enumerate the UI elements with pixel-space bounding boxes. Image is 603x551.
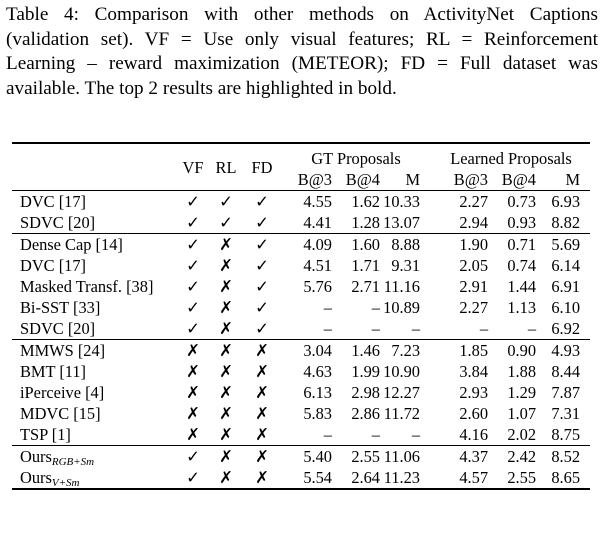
- vf-mark: ✓: [186, 256, 200, 275]
- fd-mark: ✓: [244, 191, 280, 213]
- metric-value: 0.90: [488, 340, 536, 362]
- metric-value: 7.87: [551, 383, 581, 402]
- metric-value: 2.64: [332, 467, 380, 489]
- metric-value: 1.28: [351, 213, 380, 232]
- metric-value: 2.55: [488, 467, 536, 489]
- header-row-2: [12, 169, 590, 191]
- metric-value: 2.27: [459, 298, 489, 317]
- metric-value: 1.46: [332, 340, 380, 362]
- metric-value: 1.29: [507, 383, 537, 402]
- table-row: [12, 318, 590, 340]
- header-metric: M: [405, 170, 421, 189]
- metric-value: –: [323, 319, 332, 338]
- metric-value: 0.93: [507, 213, 537, 232]
- vf-mark: ✓: [178, 467, 208, 489]
- vf-mark: ✓: [186, 277, 200, 296]
- table-row: [12, 424, 590, 446]
- method-name: TSP [1]: [20, 425, 71, 444]
- header-metric: B@4: [501, 170, 537, 189]
- metric-value: 1.88: [507, 362, 537, 381]
- metric-value: –: [371, 425, 380, 444]
- header-metric: B@3: [453, 170, 489, 189]
- fd-mark: ✓: [255, 256, 269, 275]
- method-subscript: RGB+Sm: [51, 456, 95, 468]
- metric-value: 1.07: [507, 404, 537, 423]
- rl-mark: ✗: [219, 425, 233, 444]
- fd-mark: ✗: [255, 425, 269, 444]
- metric-value: 5.69: [536, 234, 590, 256]
- table-body: [12, 191, 590, 490]
- metric-value: –: [323, 425, 332, 444]
- metric-value: –: [371, 319, 380, 338]
- metric-value: 4.09: [280, 234, 332, 256]
- header-metric: B@3: [297, 170, 332, 189]
- metric-value: –: [411, 425, 421, 444]
- method-name: BMT [11]: [20, 362, 87, 381]
- rl-mark: ✗: [208, 340, 244, 362]
- metric-value: 2.02: [507, 425, 537, 444]
- header-fd: FD: [244, 143, 280, 191]
- vf-mark: ✗: [186, 383, 200, 402]
- fd-mark: ✗: [244, 446, 280, 468]
- method-name: Bi-SST [33]: [20, 298, 101, 317]
- metric-value: 0.74: [507, 256, 537, 275]
- table-row: [12, 361, 590, 382]
- fd-mark: ✓: [255, 213, 269, 232]
- method-name: MMWS [24]: [12, 340, 178, 362]
- metric-value: 11.16: [383, 277, 421, 296]
- metric-value: 4.55: [280, 191, 332, 213]
- rl-mark: ✗: [208, 446, 244, 468]
- fd-mark: ✗: [255, 362, 269, 381]
- table-row: [12, 467, 590, 489]
- metric-value: 2.55: [332, 446, 380, 468]
- fd-mark: ✓: [244, 234, 280, 256]
- metric-value: 1.85: [432, 340, 488, 362]
- rl-mark: ✗: [208, 467, 244, 489]
- metric-value: 4.57: [432, 467, 488, 489]
- metric-value: 8.52: [536, 446, 590, 468]
- metric-value: 4.37: [432, 446, 488, 468]
- table-row: [12, 212, 590, 234]
- metric-value: 6.91: [551, 277, 581, 296]
- header-gt-proposals: GT Proposals: [280, 143, 432, 169]
- vf-mark: ✓: [178, 234, 208, 256]
- fd-mark: ✗: [244, 467, 280, 489]
- metric-value: 2.98: [351, 383, 380, 402]
- metric-value: 0.71: [488, 234, 536, 256]
- metric-value: 2.71: [351, 277, 380, 296]
- method-name: DVC [17]: [12, 191, 178, 213]
- table-row: [12, 340, 590, 362]
- header-rl: RL: [208, 143, 244, 191]
- metric-value: 6.92: [551, 319, 581, 338]
- table-row: [12, 297, 590, 318]
- metric-value: 1.60: [332, 234, 380, 256]
- table-row: [12, 382, 590, 403]
- metric-value: 1.44: [507, 277, 537, 296]
- rl-mark: ✓: [219, 213, 233, 232]
- metric-value: 10.90: [383, 362, 421, 381]
- table-row: [12, 403, 590, 424]
- metric-value: 1.90: [432, 234, 488, 256]
- metric-value: 8.88: [380, 234, 432, 256]
- metric-value: 10.33: [380, 191, 432, 213]
- metric-value: 9.31: [391, 256, 421, 275]
- rl-mark: ✗: [219, 319, 233, 338]
- method-name: Ours$_{RGB+Sm}$: [12, 446, 178, 468]
- header-row-1: [12, 143, 590, 169]
- rl-mark: ✗: [219, 298, 233, 317]
- metric-value: 2.60: [459, 404, 489, 423]
- metric-value: 6.14: [551, 256, 581, 275]
- vf-mark: ✓: [186, 319, 200, 338]
- method-name: Ours$_{V+Sm}$: [12, 467, 178, 489]
- table-row: [12, 234, 590, 256]
- metric-value: 11.23: [380, 467, 432, 489]
- rl-mark: ✗: [219, 277, 233, 296]
- metric-value: 3.84: [459, 362, 489, 381]
- rl-mark: ✗: [208, 234, 244, 256]
- metric-value: –: [527, 319, 537, 338]
- metric-value: 11.06: [380, 446, 432, 468]
- metric-value: 8.75: [551, 425, 581, 444]
- metric-value: –: [323, 298, 332, 317]
- table-row: [12, 191, 590, 213]
- header-metric: B@4: [345, 170, 380, 189]
- metric-value: 2.27: [432, 191, 488, 213]
- vf-mark: ✓: [186, 213, 200, 232]
- metric-value: 6.10: [551, 298, 581, 317]
- metric-value: 13.07: [383, 213, 421, 232]
- metric-value: 1.62: [332, 191, 380, 213]
- rl-mark: ✓: [208, 191, 244, 213]
- metric-value: –: [479, 319, 489, 338]
- metric-value: 11.72: [383, 404, 421, 423]
- metric-value: –: [371, 298, 380, 317]
- metric-value: 7.23: [380, 340, 432, 362]
- method-subscript: V+Sm: [51, 477, 80, 489]
- metric-value: 7.31: [551, 404, 581, 423]
- method-name: iPerceive [4]: [20, 383, 105, 402]
- method-name: SDVC [20]: [20, 213, 96, 232]
- header-vf: VF: [178, 143, 208, 191]
- vf-mark: ✗: [186, 404, 200, 423]
- metric-value: 10.89: [383, 298, 421, 317]
- method-name: MDVC [15]: [20, 404, 101, 423]
- metric-value: 3.04: [280, 340, 332, 362]
- fd-mark: ✓: [255, 298, 269, 317]
- metric-value: 8.65: [536, 467, 590, 489]
- method-name: DVC [17]: [20, 256, 87, 275]
- method-name: SDVC [20]: [20, 319, 96, 338]
- metric-value: 8.44: [551, 362, 581, 381]
- fd-mark: ✗: [244, 340, 280, 362]
- header-metric: M: [565, 170, 581, 189]
- metric-value: 4.93: [536, 340, 590, 362]
- metric-value: 5.40: [280, 446, 332, 468]
- metric-value: 6.13: [303, 383, 332, 402]
- metric-value: 6.93: [536, 191, 590, 213]
- metric-value: 2.05: [459, 256, 489, 275]
- metric-value: 1.13: [507, 298, 537, 317]
- metric-value: 5.76: [303, 277, 332, 296]
- rl-mark: ✗: [219, 362, 233, 381]
- metric-value: 2.94: [459, 213, 489, 232]
- fd-mark: ✗: [255, 383, 269, 402]
- rl-mark: ✗: [219, 383, 233, 402]
- vf-mark: ✓: [178, 191, 208, 213]
- metric-value: 0.73: [488, 191, 536, 213]
- metric-value: 5.54: [280, 467, 332, 489]
- metric-value: 4.63: [303, 362, 332, 381]
- metric-value: 4.41: [303, 213, 332, 232]
- vf-mark: ✗: [178, 340, 208, 362]
- metric-value: 4.16: [459, 425, 489, 444]
- metric-value: 8.82: [551, 213, 581, 232]
- metric-value: –: [411, 319, 421, 338]
- header-learned-proposals: Learned Proposals: [432, 143, 590, 169]
- vf-mark: ✓: [178, 446, 208, 468]
- metric-value: 2.86: [351, 404, 380, 423]
- vf-mark: ✓: [186, 298, 200, 317]
- fd-mark: ✓: [255, 319, 269, 338]
- fd-mark: ✓: [255, 277, 269, 296]
- method-name: Masked Transf. [38]: [20, 277, 154, 296]
- metric-value: 12.27: [383, 383, 421, 402]
- metric-value: 4.51: [303, 256, 332, 275]
- table-row: [12, 446, 590, 468]
- fd-mark: ✗: [255, 404, 269, 423]
- metric-value: 1.99: [351, 362, 380, 381]
- method-name: Dense Cap [14]: [12, 234, 178, 256]
- table-row: [12, 276, 590, 297]
- comparison-table: [12, 142, 590, 490]
- metric-value: 2.93: [459, 383, 489, 402]
- metric-value: 1.71: [351, 256, 380, 275]
- metric-value: 2.42: [488, 446, 536, 468]
- rl-mark: ✗: [219, 256, 233, 275]
- table-caption: Table 4: Comparison with other methods on ActivityNet Captions (validation set). VF = Use only visual features; RL = Reinforcement Learning – reward maximization (METEOR); FD = Full dataset was available. The top 2 results are highlighted in bold.: [6, 4, 598, 99]
- metric-value: 2.91: [459, 277, 489, 296]
- vf-mark: ✗: [186, 362, 200, 381]
- table-row: [12, 255, 590, 276]
- vf-mark: ✗: [186, 425, 200, 444]
- metric-value: 5.83: [303, 404, 332, 423]
- rl-mark: ✗: [219, 404, 233, 423]
